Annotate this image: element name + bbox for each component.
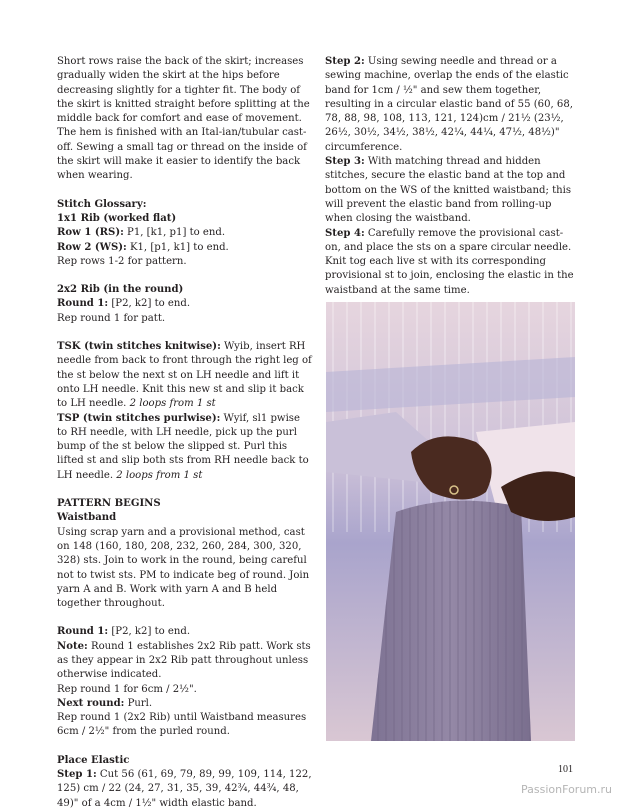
- glossary-heading: Stitch Glossary:: [57, 198, 147, 210]
- note-line: Note: Round 1 establishes 2x2 Rib patt. Work sts as they appear in 2x2 Rib patt throughout unless otherwise indicated.: [57, 640, 311, 681]
- rib1x1-heading: 1x1 Rib (worked flat): [57, 212, 177, 224]
- step3-line: Step 3: With matching thread and hidden stitches, secure the elastic band at the top and bottom on the WS of the knitted waistband; this will prevent the elastic band from rolling-up when closing the waistband.: [325, 156, 572, 225]
- waistband-heading: Waistband: [57, 512, 117, 524]
- repeat-round1: Rep round 1 for 6cm / 2½".: [57, 683, 197, 695]
- step4-line: Step 4: Carefully remove the provisional cast-on, and place the sts on a spare circular needle. Knit tog each live st with its corresponding provisional st to join, enclosing the elastic in the waistband at the same time.: [325, 227, 574, 296]
- rib1x1-repeat: Rep rows 1-2 for pattern.: [57, 255, 187, 267]
- tsp-definition: TSP (twin stitches purlwise): Wyif, sl1 pwise to RH needle, with LH needle, pick up the purl bump of the st below the slipped st. Purl this lifted st and slip both sts from RH needle back to LH needle. 2 loops from 1 st: [57, 412, 309, 481]
- intro-paragraph: Short rows raise the back of the skirt; increases gradually widen the skirt at the hips before decreasing slightly for a tighter fit. The body of the skirt is knitted straight before splitting at the middle back for comfort and ease of movement. The hem is finished with an Ital-ian/tubular cast-off. Sewing a small tag or thread on the inside of the skirt will make it easier to identify the back when wearing.: [57, 56, 310, 182]
- rib2x2-round1: Round 1: [P2, k2] to end.: [57, 298, 191, 310]
- knitted-skirt-photo: [326, 302, 575, 741]
- watermark: PassionForum.ru: [521, 783, 612, 796]
- place-elastic-heading: Place Elastic: [57, 754, 130, 766]
- page-number: 101: [558, 764, 573, 775]
- step2-line: Step 2: Using sewing needle and thread or a sewing machine, overlap the ends of the elastic band for 1cm / ½" and sew them together, resulting in a circular elastic band of 55 (60, 68, 78, 88, 98, 108, 113, 121, 124)cm / 21½ (23½, 26½, 30½, 34½, 38½, 42¼, 44¼, 47½, 48½)" circumference.: [325, 56, 573, 153]
- repeat-until: Rep round 1 (2x2 Rib) until Waistband measures 6cm / 2½" from the purled round.: [57, 712, 307, 738]
- round1-line: Round 1: [P2, k2] to end.: [57, 626, 191, 638]
- rib2x2-heading: 2x2 Rib (in the round): [57, 284, 184, 296]
- right-column: [325, 55, 578, 298]
- waistband-text: Using scrap yarn and a provisional method, cast on 148 (160, 180, 208, 232, 260, 284, 300, 320, 328) sts. Join to work in the round, being careful not to twist sts. PM to indicate beg of round. Join yarn A and B. Work with yarn A and B held together throughout.: [57, 526, 310, 610]
- rib2x2-repeat: Rep round 1 for patt.: [57, 312, 166, 324]
- rib1x1-row2: Row 2 (WS): K1, [p1, k1] to end.: [57, 241, 229, 253]
- next-round-line: Next round: Purl.: [57, 697, 153, 709]
- tsk-definition: TSK (twin stitches knitwise): Wyib, insert RH needle from back to front through the right leg of the st below the next st on LH needle and lift it onto LH needle. Knit this new st and slip it back to LH needle. 2 loops from 1 st: [57, 341, 312, 410]
- left-column: [57, 55, 313, 811]
- rib1x1-row1: Row 1 (RS): P1, [k1, p1] to end.: [57, 227, 226, 239]
- pattern-begins-heading: PATTERN BEGINS: [57, 498, 161, 510]
- step1-line: Step 1: Cut 56 (61, 69, 79, 89, 99, 109, 114, 122, 125) cm / 22 (24, 27, 31, 35, 39, 42¾, 44¾, 48, 49)" of a 4cm / 1½" width elastic band.: [57, 769, 312, 809]
